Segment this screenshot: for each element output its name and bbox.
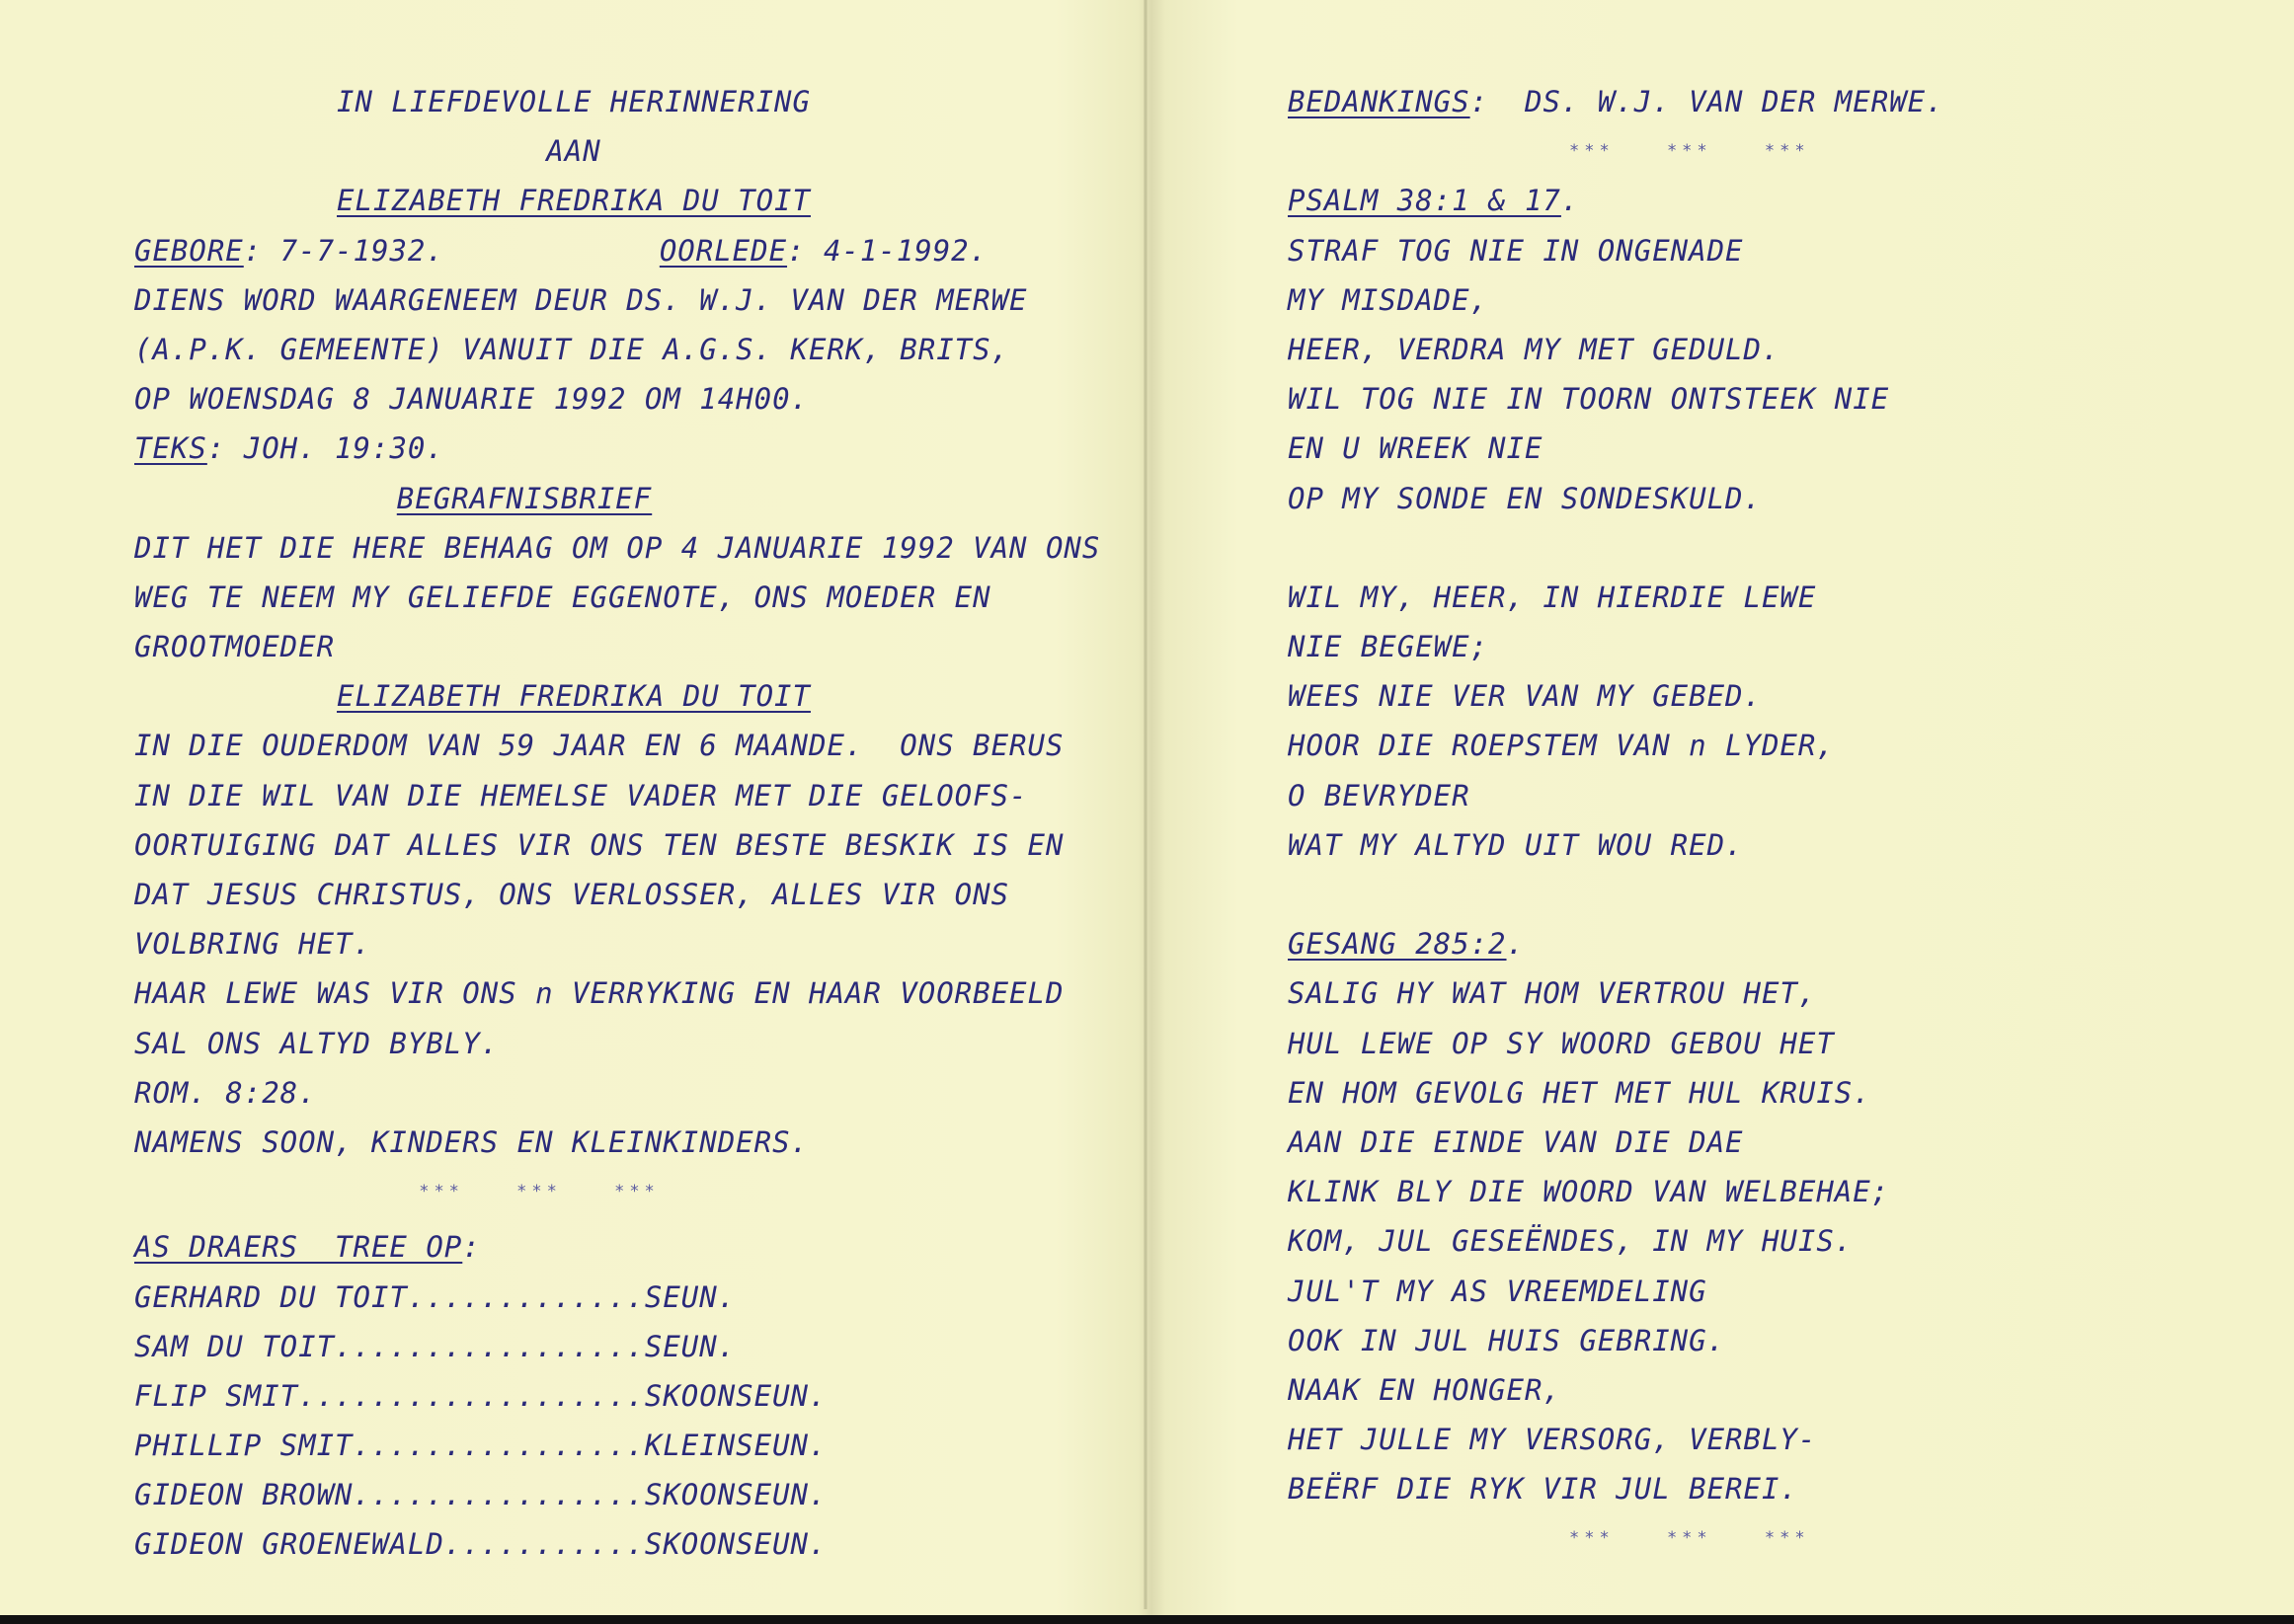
hymn-heading-line — [1288, 919, 2176, 968]
hymn-line: AAN DIE EINDE VAN DIE DAE — [1288, 1124, 1744, 1159]
hymn-line: OOK IN JUL HUIS GEBRING. — [1288, 1323, 1726, 1357]
psalm-line: OP MY SONDE EN SONDESKULD. — [1288, 481, 1762, 515]
born-label: GEBORE — [134, 233, 244, 268]
hymn-line: NAAK EN HONGER, — [1288, 1372, 1561, 1407]
hymn-heading: GESANG 285:2 — [1288, 927, 1507, 962]
hymn-line: JUL'T MY AS VREEMDELING — [1288, 1274, 1707, 1308]
right-page — [1288, 77, 2176, 1564]
letter-line: DIT HET DIE HERE BEHAAG OM OP 4 JANUARIE 1992 VAN ONS — [134, 530, 1101, 565]
separator: *** *** *** — [1569, 141, 1810, 162]
bearer-row: FLIP SMIT...................SKOONSEUN. — [134, 1378, 828, 1413]
hymn-line: EN HOM GEVOLG HET MET HUL KRUIS. — [1288, 1075, 1871, 1110]
psalm-line: HEER, VERDRA MY MET GEDULD. — [1288, 332, 1780, 366]
hymn-line: BEËRF DIE RYK VIR JUL BEREI. — [1288, 1472, 1798, 1507]
letter-line: ROM. 8:28. — [134, 1075, 317, 1110]
born-value: : 7-7-1932. — [243, 233, 444, 268]
end-separator: *** *** *** — [1569, 1528, 1810, 1549]
letter-line: VOLBRING HET. — [134, 927, 371, 962]
letter-line: GROOTMOEDER — [134, 630, 336, 664]
service-line: DIENS WORD WAARGENEEM DEUR DS. W.J. VAN DER MERWE — [134, 282, 1028, 317]
hymn-line: KLINK BLY DIE WOORD VAN WELBEHAE; — [1288, 1175, 1890, 1209]
service-line: OP WOENSDAG 8 JANUARIE 1992 OM 14H00. — [134, 382, 810, 417]
bearer-row: GERHARD DU TOIT.............SEUN. — [134, 1279, 737, 1314]
bearers-heading-line — [134, 1222, 1053, 1272]
scripture-line — [134, 424, 1053, 473]
memorial-heading: IN LIEFDEVOLLE HERINNERING — [337, 85, 811, 118]
hymn-line: HUL LEWE OP SY WOORD GEBOU HET — [1288, 1026, 1835, 1060]
bearer-row: GIDEON BROWN................SKOONSEUN. — [134, 1478, 828, 1512]
service-line: (A.P.K. GEMEENTE) VANUIT DIE A.G.S. KERK, BRITS, — [134, 332, 1010, 366]
letter-line: OORTUIGING DAT ALLES VIR ONS TEN BESTE BESKIK IS EN — [134, 827, 1065, 862]
memorial-heading-aan: AAN — [546, 134, 601, 169]
letter-heading: BEGRAFNISBRIEF — [396, 481, 653, 515]
deceased-name: ELIZABETH FREDRIKA DU TOIT — [337, 184, 811, 218]
bearer-row: SAM DU TOIT.................SEUN. — [134, 1329, 737, 1363]
hymn-line: SALIG HY WAT HOM VERTROU HET, — [1288, 976, 1817, 1011]
letter-line: HAAR LEWE WAS VIR ONS n VERRYKING EN HAAR VOORBEELD — [134, 976, 1065, 1011]
letter-line: WEG TE NEEM MY GELIEFDE EGGENOTE, ONS MOEDER EN — [134, 580, 991, 614]
psalm-line: NIE BEGEWE; — [1288, 630, 1489, 664]
letter-line: NAMENS SOON, KINDERS EN KLEINKINDERS. — [134, 1124, 810, 1159]
bearers-heading: AS DRAERS TREE OP — [134, 1230, 463, 1265]
left-page — [134, 77, 1101, 1570]
letter-line: SAL ONS ALTYD BYBLY. — [134, 1026, 500, 1060]
bottom-edge — [0, 1615, 2294, 1624]
deceased-name-line — [95, 176, 1053, 225]
thanks-value: : DS. W.J. VAN DER MERWE. — [1469, 85, 1944, 118]
hymn-line: HET JULLE MY VERSORG, VERBLY- — [1288, 1423, 1817, 1457]
scripture-value: : JOH. 19:30. — [206, 431, 444, 466]
hymn-heading-suffix: . — [1506, 927, 1525, 962]
blank-line — [1288, 523, 2176, 573]
separator: *** *** *** — [419, 1182, 660, 1202]
psalm-line: HOOR DIE ROEPSTEM VAN n LYDER, — [1288, 729, 1835, 763]
psalm-line: WEES NIE VER VAN MY GEBED. — [1288, 679, 1762, 714]
letter-line: IN DIE WIL VAN DIE HEMELSE VADER MET DIE GELOOFS- — [134, 778, 1028, 812]
psalm-heading-suffix: . — [1560, 184, 1580, 218]
hymn-line: KOM, JUL GESEËNDES, IN MY HUIS. — [1288, 1224, 1854, 1259]
center-fold — [1144, 0, 1147, 1609]
psalm-line: WAT MY ALTYD UIT WOU RED. — [1288, 827, 1744, 862]
letter-line: DAT JESUS CHRISTUS, ONS VERLOSSER, ALLES VIR ONS — [134, 878, 1010, 911]
blank-line — [1288, 870, 2176, 919]
psalm-line: WIL TOG NIE IN TOORN ONTSTEEK NIE — [1288, 382, 1890, 417]
letter-line: IN DIE OUDERDOM VAN 59 JAAR EN 6 MAANDE. ONS BERUS — [134, 729, 1065, 763]
died-label: OORLEDE — [659, 233, 788, 268]
bearers-heading-suffix: : — [462, 1230, 481, 1265]
psalm-line: WIL MY, HEER, IN HIERDIE LEWE — [1288, 580, 1817, 614]
letter-heading-line — [0, 474, 1053, 523]
letter-name-line — [95, 671, 1053, 721]
dates-line — [134, 226, 1053, 275]
psalm-line: O BEVRYDER — [1288, 778, 1470, 812]
psalm-line: EN U WREEK NIE — [1288, 431, 1543, 466]
bearer-row: PHILLIP SMIT................KLEINSEUN. — [134, 1429, 828, 1463]
psalm-heading: PSALM 38:1 & 17 — [1288, 184, 1561, 218]
thanks-line — [1288, 77, 2176, 126]
psalm-line: STRAF TOG NIE IN ONGENADE — [1288, 233, 1744, 268]
thanks-label: BEDANKINGS — [1288, 85, 1470, 118]
psalm-heading-line — [1288, 176, 2176, 225]
bearer-row: GIDEON GROENEWALD...........SKOONSEUN. — [134, 1527, 828, 1562]
letter-name: ELIZABETH FREDRIKA DU TOIT — [337, 679, 811, 714]
died-value: : 4-1-1992. — [787, 233, 989, 268]
scripture-label: TEKS — [134, 431, 207, 466]
psalm-line: MY MISDADE, — [1288, 282, 1489, 317]
